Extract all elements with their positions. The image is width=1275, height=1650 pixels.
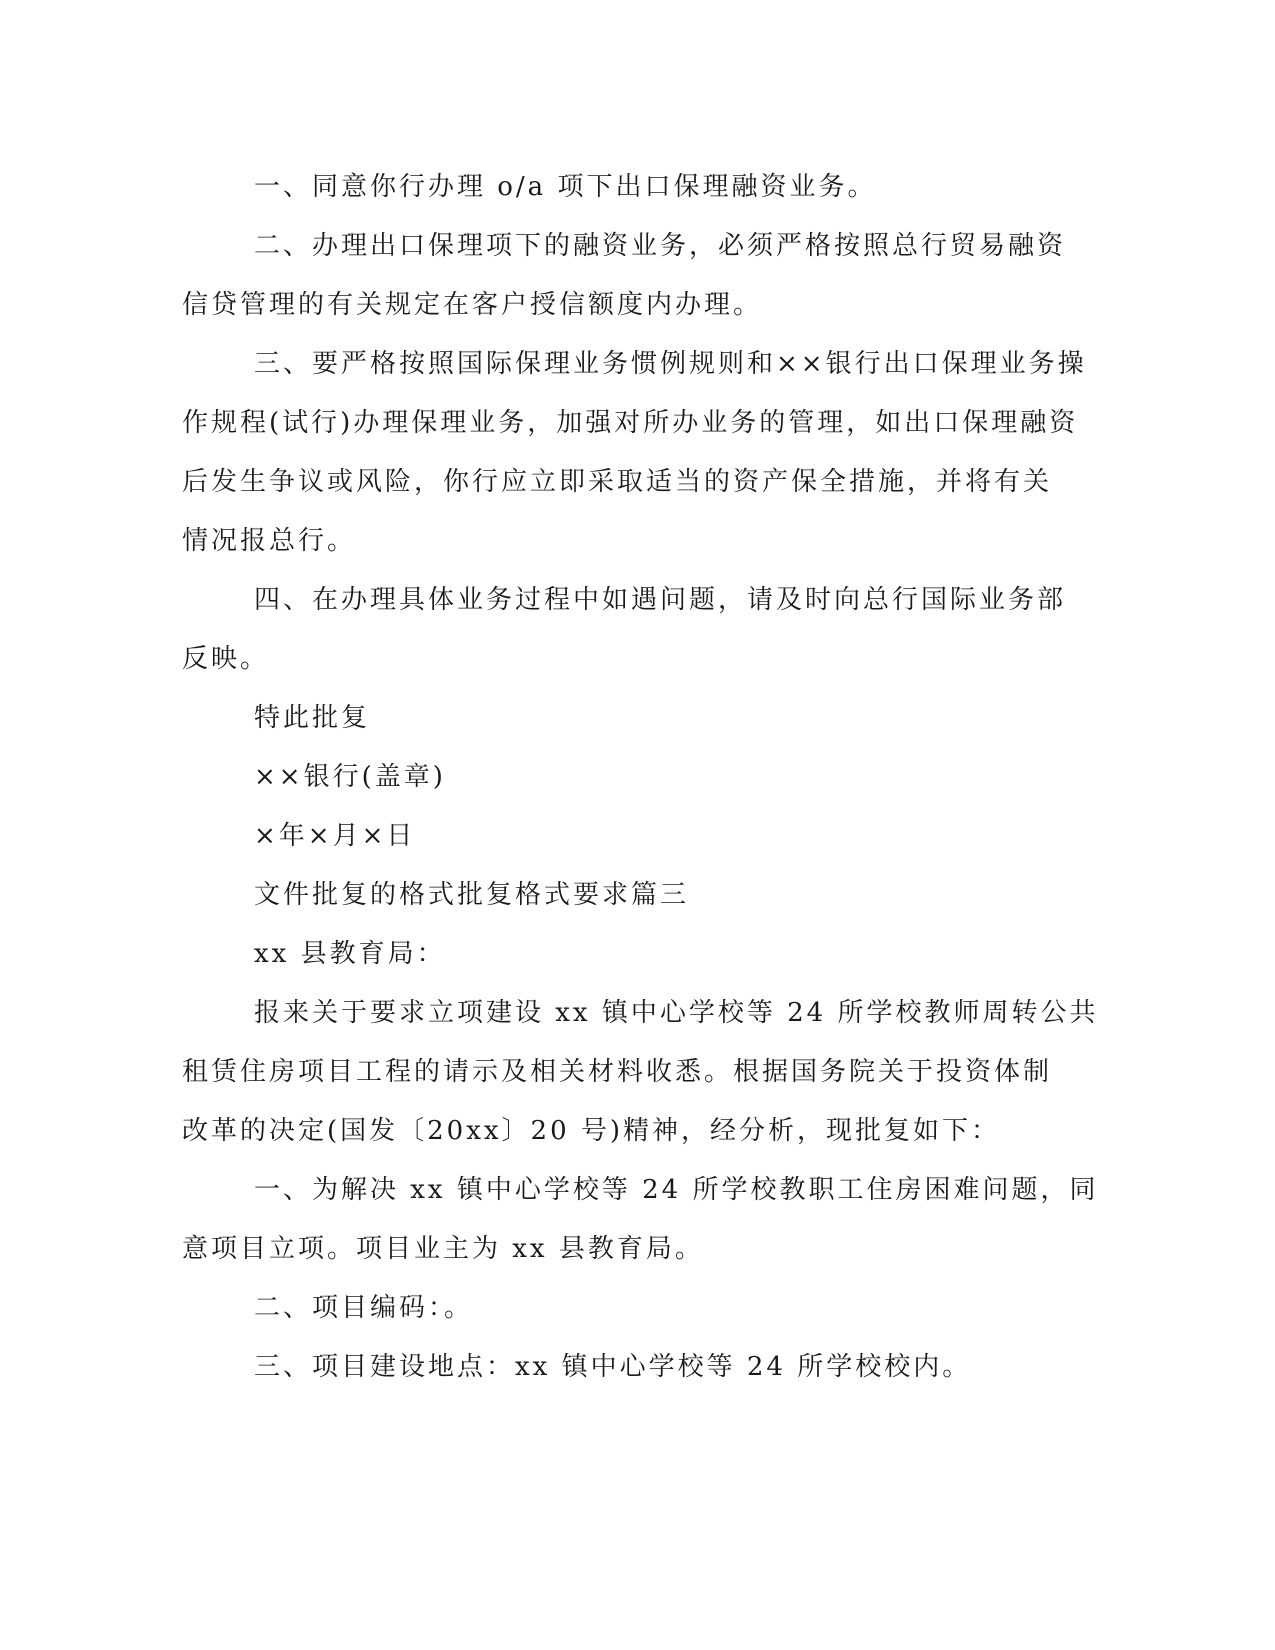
text-line: 信贷管理的有关规定在客户授信额度内办理。 xyxy=(182,290,763,320)
closing-phrase: 特此批复 xyxy=(254,703,371,733)
text-line: 租赁住房项目工程的请示及相关材料收悉。根据国务院关于投资体制 xyxy=(182,1057,1053,1087)
text-line: 三、要严格按照国际保理业务惯例规则和××银行出口保理业务操 xyxy=(254,349,1087,379)
text-line: 改革的决定(国发〔20xx〕20 号)精神，经分析，现批复如下： xyxy=(182,1116,1001,1146)
text-line: 作规程(试行)办理保理业务，加强对所办业务的管理，如出口保理融资 xyxy=(182,408,1079,438)
issuer-seal: ××银行(盖章) xyxy=(254,762,446,792)
text-line: 四、在办理具体业务过程中如遇问题，请及时向总行国际业务部 xyxy=(254,585,1067,615)
text-line: 二、办理出口保理项下的融资业务，必须严格按照总行贸易融资 xyxy=(254,231,1067,261)
text-line: 后发生争议或风险，你行应立即采取适当的资产保全措施，并将有关 xyxy=(182,467,1053,497)
addressee: xx 县教育局： xyxy=(254,939,446,969)
issue-date: ×年×月×日 xyxy=(254,821,416,851)
text-line: 意项目立项。项目业主为 xx 县教育局。 xyxy=(182,1234,704,1264)
text-line: 一、同意你行办理 o/a 项下出口保理融资业务。 xyxy=(254,172,877,202)
document-body xyxy=(182,158,1099,1397)
section-title: 文件批复的格式批复格式要求篇三 xyxy=(254,880,690,910)
text-line: 三、项目建设地点：xx 镇中心学校等 24 所学校校内。 xyxy=(254,1352,972,1382)
text-line: 报来关于要求立项建设 xx 镇中心学校等 24 所学校教师周转公共 xyxy=(254,998,1099,1028)
text-line: 情况报总行。 xyxy=(182,526,357,556)
text-line: 二、项目编码：。 xyxy=(254,1293,474,1323)
text-line: 一、为解决 xx 镇中心学校等 24 所学校教职工住房困难问题，同 xyxy=(254,1175,1099,1205)
text-line: 反映。 xyxy=(182,644,270,674)
